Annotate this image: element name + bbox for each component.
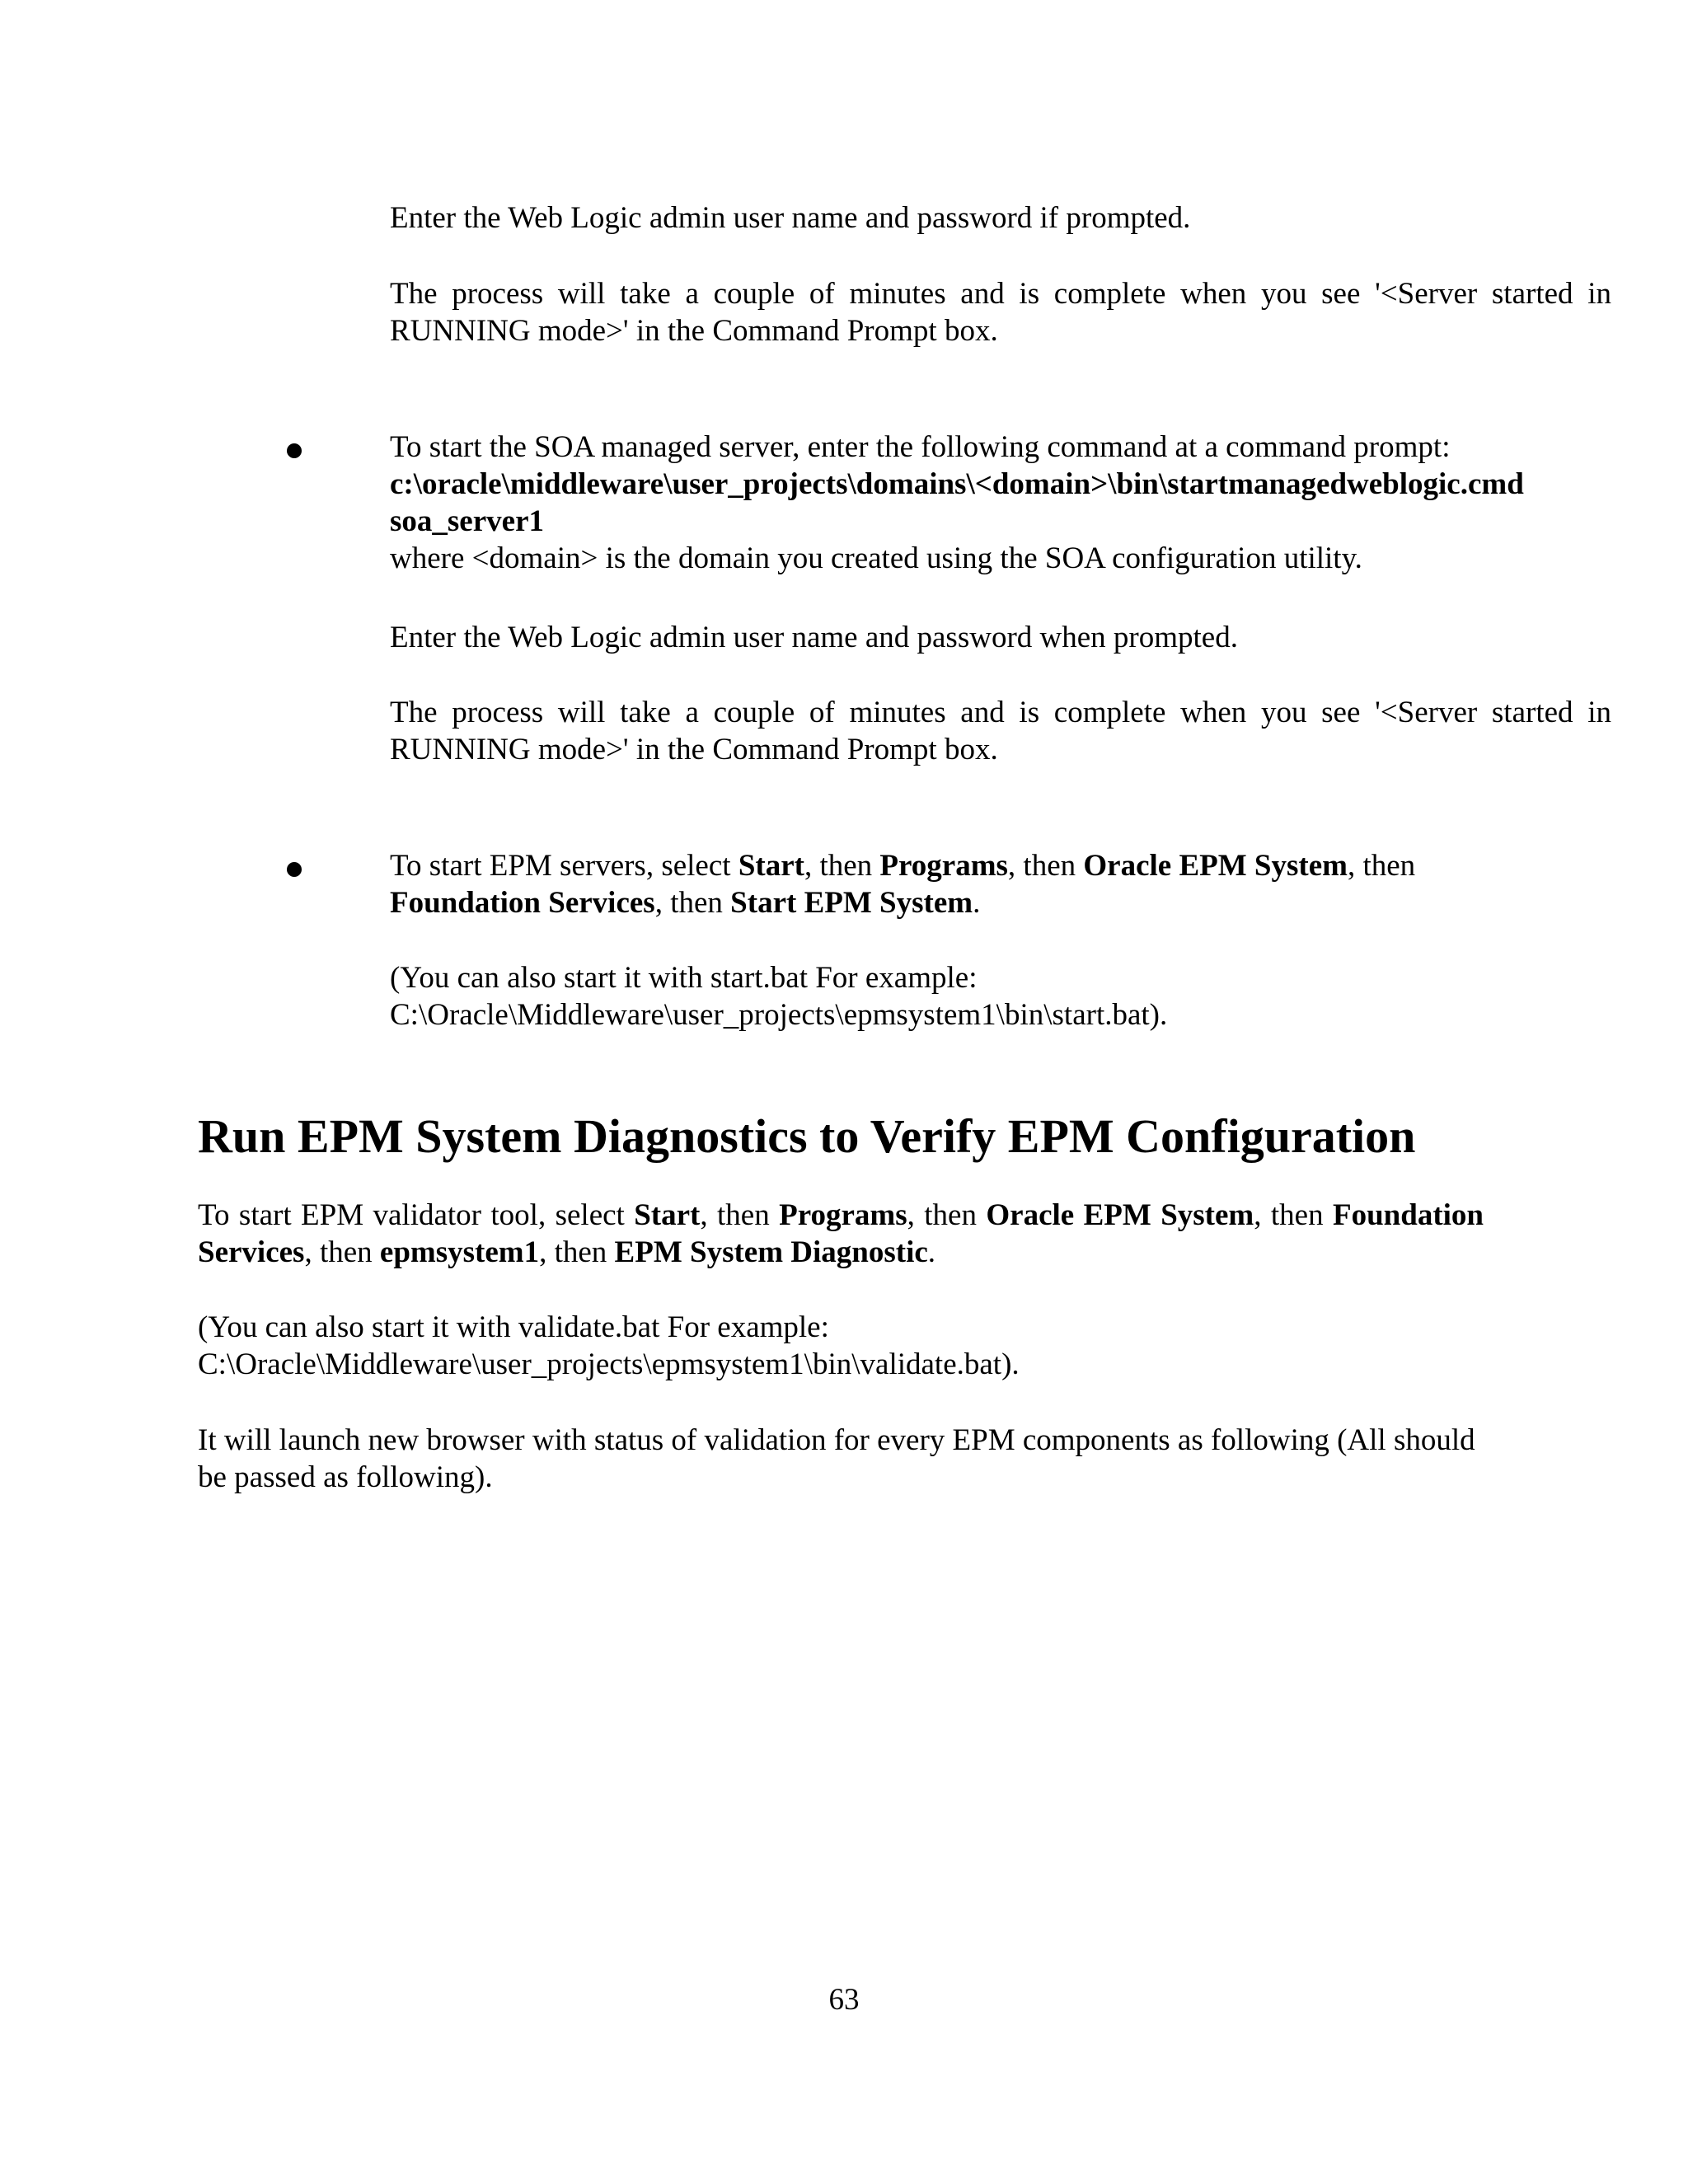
- soa-prompt-paragraph: [390, 619, 1611, 656]
- soa-running-text: The process will take a couple of minutes and is complete when you see '<Server started in RUNNING mode>' in the Command Prompt box.: [390, 696, 1611, 766]
- launch-browser-text: It will launch new browser with status of validation for every EPM components as following (All should be passed as following).: [198, 1423, 1475, 1494]
- launch-browser-paragraph: [198, 1422, 1484, 1496]
- bullet-icon: [287, 862, 302, 877]
- start-bat-line-1: (You can also start it with start.bat For example:: [390, 961, 978, 995]
- soa-prompt-text: Enter the Web Logic admin user name and password when prompted.: [390, 621, 1238, 654]
- admin-prompt-text: Enter the Web Logic admin user name and password if prompted.: [390, 201, 1191, 235]
- soa-intro-text: To start the SOA managed server, enter the following command at a command prompt:: [390, 430, 1451, 464]
- page-number: 63: [828, 1983, 860, 2017]
- soa-server-list-item: [390, 429, 1611, 577]
- section-heading: Run EPM System Diagnostics to Verify EPM Configuration: [198, 1109, 1416, 1163]
- soa-running-paragraph: [390, 694, 1611, 768]
- start-bat-line-2: C:\Oracle\Middleware\user_projects\epmsystem1\bin\start.bat).: [390, 998, 1168, 1032]
- validate-bat-line-2: C:\Oracle\Middleware\user_projects\epmsystem1\bin\validate.bat).: [198, 1347, 1020, 1381]
- validator-paragraph: [198, 1197, 1484, 1271]
- bullet-icon: [287, 443, 302, 458]
- validate-bat-paragraph: [198, 1309, 1484, 1383]
- soa-domain-note: where <domain> is the domain you created using the SOA configuration utility.: [390, 541, 1362, 575]
- validate-bat-line-1: (You can also start it with validate.bat For example:: [198, 1310, 829, 1344]
- epm-servers-list-item: [390, 847, 1611, 921]
- running-mode-paragraph: [390, 275, 1611, 349]
- validator-instructions: To start EPM validator tool, select Start, then Programs, then Oracle EPM System, then Foundation Services, then epmsystem1, then EPM System Diagnostic.: [198, 1198, 1484, 1269]
- admin-prompt-paragraph: [390, 199, 1611, 237]
- soa-command-text: c:\oracle\middleware\user_projects\domains\<domain>\bin\startmanagedweblogic.cmd soa_server1: [390, 467, 1524, 538]
- running-mode-text: The process will take a couple of minutes and is complete when you see '<Server started in RUNNING mode>' in the Command Prompt box.: [390, 277, 1611, 348]
- epm-start-bat-paragraph: [390, 959, 1611, 1033]
- epm-start-instructions: To start EPM servers, select Start, then Programs, then Oracle EPM System, then Foundation Services, then Start EPM System.: [390, 849, 1416, 920]
